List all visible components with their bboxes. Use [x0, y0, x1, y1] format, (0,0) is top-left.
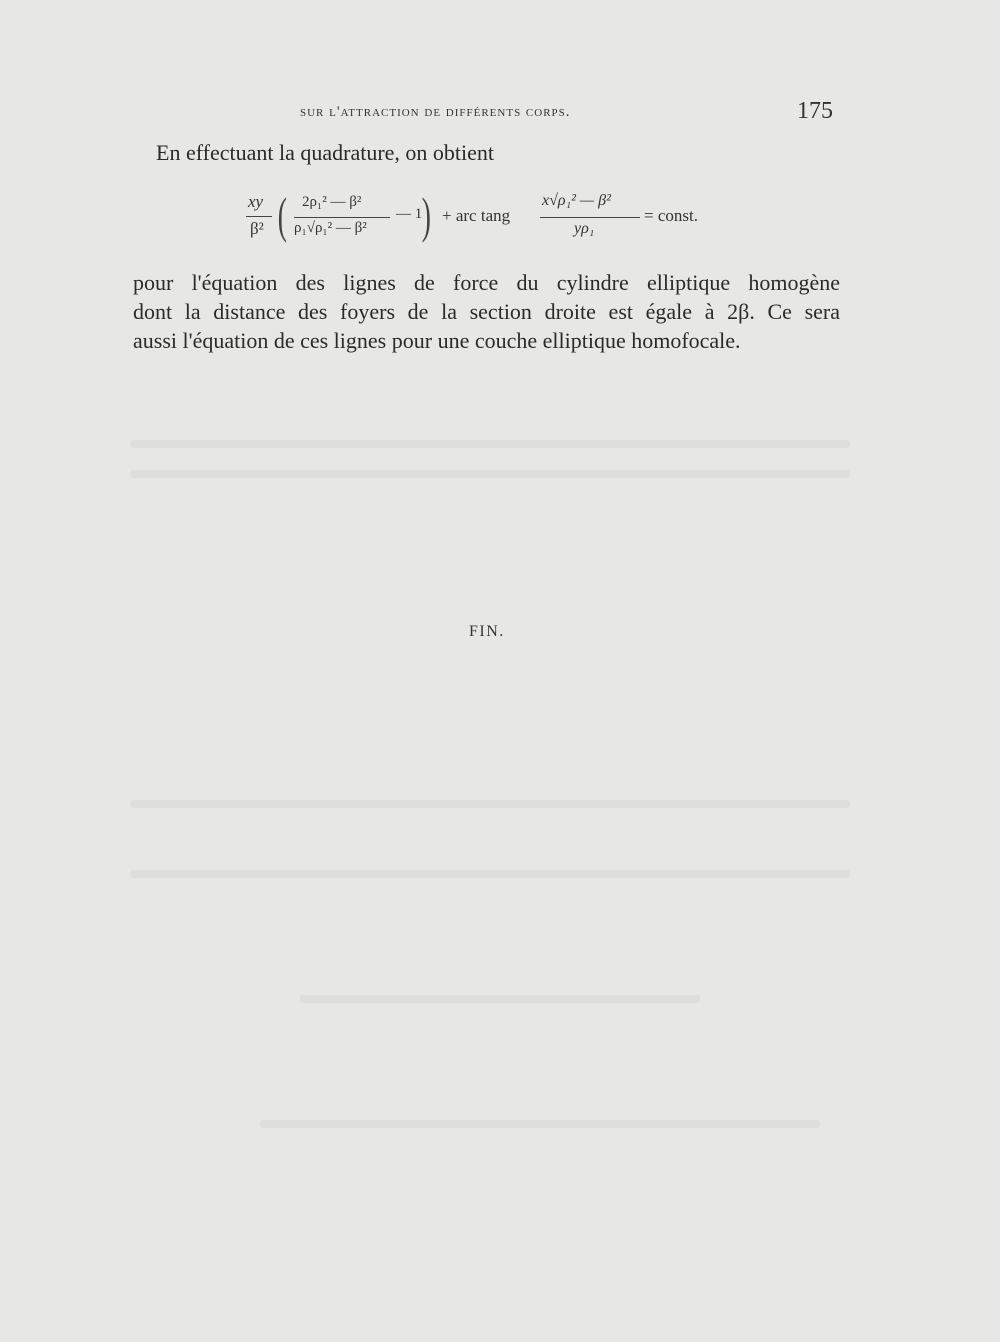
fraction-bar [246, 216, 272, 217]
equals-constant: = const. [644, 206, 698, 225]
inner-fraction-numerator: 2ρ₁² — β² [302, 194, 362, 210]
intro-sentence: En effectuant la quadrature, on obtient [156, 140, 495, 165]
equation-lhs-numerator: xy [248, 192, 264, 211]
equation-lhs-denominator: β² [250, 219, 264, 238]
rhs-fraction-numerator: x√ρ₁² — β² [542, 192, 611, 209]
bleed-through [300, 995, 700, 1003]
bleed-through [130, 470, 850, 478]
paragraph-line: pour l'équation des lignes de force du cylindre elliptique homogène [133, 270, 840, 295]
bleed-through [260, 1120, 820, 1128]
bleed-through [130, 440, 850, 448]
paragraph-line: dont la distance des foyers de la section droite est égale à 2β. Ce sera [133, 299, 840, 324]
fraction-bar [540, 217, 640, 218]
right-parenthesis: ) [421, 187, 431, 243]
minus-one: — 1 [396, 206, 423, 222]
fraction-bar [294, 217, 390, 218]
left-parenthesis: ( [277, 187, 287, 243]
bleed-through [130, 870, 850, 878]
bleed-through [130, 800, 850, 808]
page-number: 175 [797, 98, 833, 124]
rhs-fraction-denominator: yρ₁ [574, 220, 595, 237]
end-mark: FIN. [469, 623, 505, 640]
paragraph-line: aussi l'équation de ces lignes pour une couche elliptique homofocale. [133, 328, 741, 353]
body-paragraph [133, 268, 840, 355]
running-head: sur l'attraction de différents corps. [300, 104, 571, 120]
inner-fraction-denominator: ρ₁√ρ₁² — β² [294, 220, 367, 236]
equation [244, 186, 744, 252]
arc-tangent-term: + arc tang [442, 206, 511, 225]
